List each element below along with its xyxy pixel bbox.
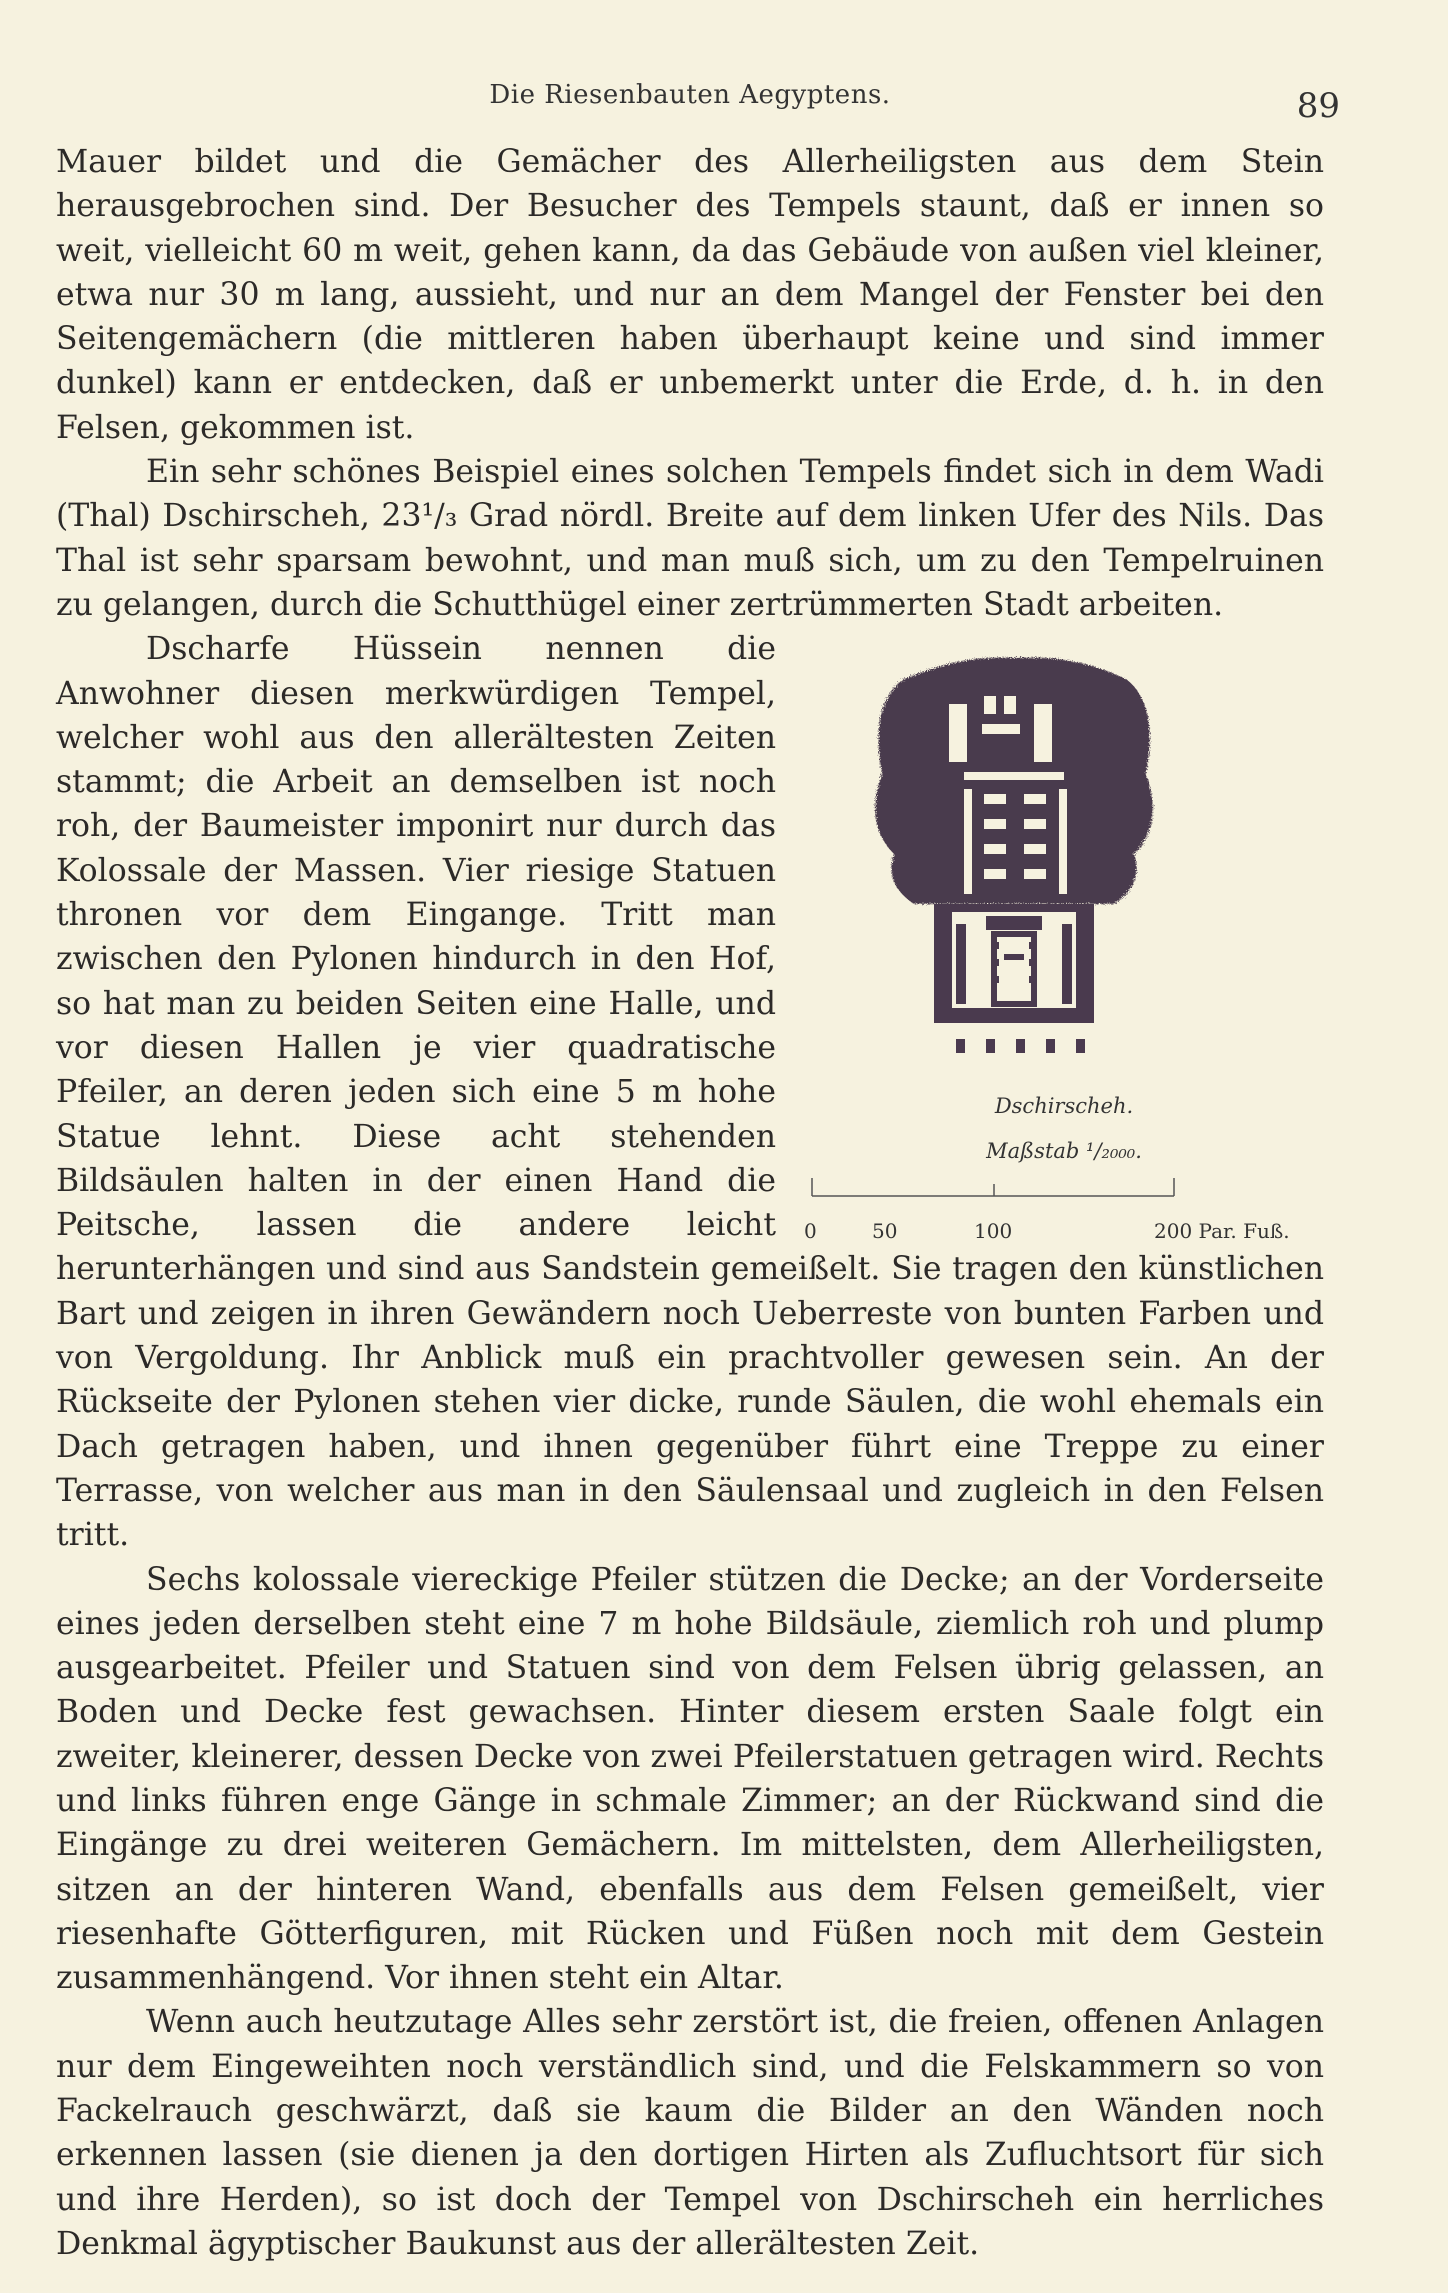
running-header: Die Riesenbauten Aegyptens. [489, 80, 891, 110]
paragraph-5: Wenn auch heutzutage Alles sehr zerstört ist, die freien, offenen Anlagen nur dem Eingeweihten noch verständlich sind, und die Felskammern so von Fackelrauch geschwärzt, daß sie kaum die Bilder an den Wänden noch erkennen lassen (sie dienen ja den dortigen Hirten als Zufluchtsort für sich und ihre Herden), so ist doch der Tempel von Dschirscheh ein herrliches Denkmal ägyptischer Baukunst aus der allerältesten Zeit. [56, 2004, 1324, 2262]
paragraph-4: Sechs kolossale viereckige Pfeiler stützen die Decke; an der Vorderseite eines jeden derselben steht eine 7 m hohe Bildsäule, ziemlich roh und plump ausgearbeitet. Pfeiler und Statuen sind von dem Felsen übrig gelassen, an Boden und Decke fest gewachsen. Hinter diesem ersten Saale folgt ein zweiter, kleinerer, dessen Decke von zwei Pfeilerstatuen getragen wird. Rechts und links führen enge Gänge in schmale Zimmer; an der Rückwand sind die Eingänge zu drei weiteren Gemächern. Im mittelsten, dem Allerheiligsten, sitzen an der hinteren Wand, ebenfalls aus dem Felsen gemeißelt, vier riesenhafte Götterfiguren, mit Rücken und Füßen noch mit dem Gestein zusammenhängend. Vor ihnen steht ein Altar. [56, 1561, 1324, 1997]
page-number: 89 [1296, 86, 1340, 126]
scale-bar [804, 1174, 1324, 1204]
figure-scale-label: Maßstab ¹/₂₀₀₀. [986, 1139, 1142, 1164]
paragraph-2: Ein sehr schönes Beispiel eines solchen Tempels findet sich in dem Wadi (Thal) Dschirscheh, 23¹/₃ Grad nördl. Breite auf dem linken Ufer des Nils. Das Thal ist sehr sparsam bewohnt, und man muß sich, um zu den Tempelruinen zu gelangen, durch die Schutthügel einer zertrümmerten Stadt arbeiten. [56, 454, 1324, 623]
scale-tick-100: 100 [974, 1219, 1013, 1244]
scale-tick-200: 200 Par. Fuß. [1154, 1219, 1290, 1244]
paragraph-3: Dscharfe Hüssein nennen die Anwohner diesen merkwürdigen Tempel, welcher wohl aus den allerältesten Zeiten stammt; die Arbeit an demselben ist noch roh, der Baumeister imponirt nur durch das Kolossale der Massen. Vier riesige Statuen thronen vor dem Eingange. Tritt man zwischen den Pylonen hindurch in den Hof, so hat man zu beiden Seiten eine Halle, und vor diesen Hallen je vier quadratische Pfeiler, an deren jeden sich eine 5 m hohe Statue lehnt. Diese acht stehenden Bildsäulen halten in der einen Hand die Peitsche, lassen die andere leicht herunterhängen und sind aus Sandstein gemeißelt. Sie tragen den künstlichen Bart und zeigen in ihren Gewändern noch Ueberreste von bunten Farben und von Vergoldung. Ihr Anblick muß ein prachtvoller gewesen sein. An der Rückseite der Pylonen stehen vier dicke, runde Säulen, die wohl ehemals ein Dach getragen haben, und ihnen gegenüber führt eine Treppe zu einer Terrasse, von welcher aus man in den Säulensaal und zugleich in den Felsen tritt. [56, 631, 1324, 1554]
temple-plan-figure [804, 629, 1324, 1244]
temple-floor-plan-illustration [864, 654, 1164, 1084]
figure-caption: Dschirscheh. [994, 1094, 1134, 1119]
scale-tick-50: 50 [872, 1219, 898, 1244]
scale-tick-0: 0 [804, 1219, 817, 1244]
paragraph-1: Mauer bildet und die Gemächer des Allerheiligsten aus dem Stein herausgebrochen sind. Der Besucher des Tempels staunt, daß er innen so weit, vielleicht 60 m weit, gehen kann, da das Gebäude von außen viel kleiner, etwa nur 30 m lang, aussieht, und nur an dem Mangel der Fenster bei den Seitengemächern (die mittleren haben überhaupt keine und sind immer dunkel) kann er entdecken, daß er unbemerkt unter die Erde, d. h. in den Felsen, gekommen ist. [56, 144, 1324, 446]
body-text [56, 140, 1324, 2266]
